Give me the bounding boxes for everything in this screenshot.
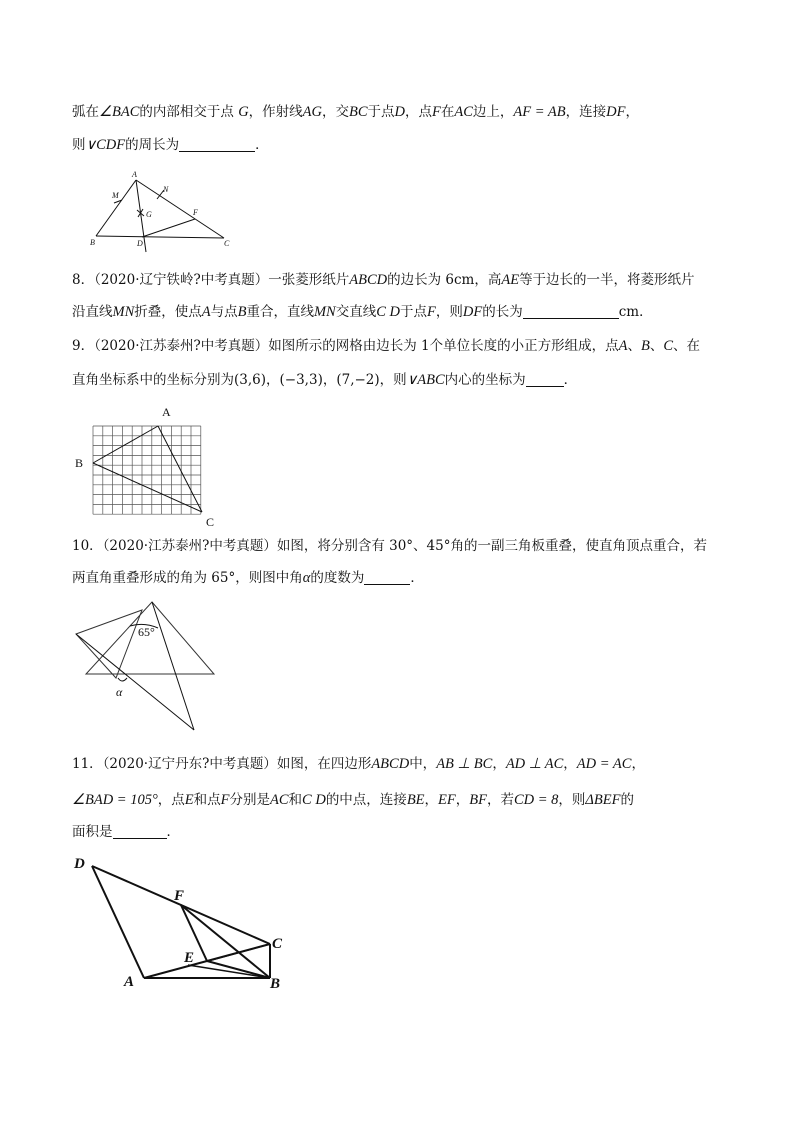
q11-line-2: ∠BAD = 105°，点E和点F分别是AC和C D的中点，连接BE，EF，BF，若CD = 8，则ΔBEF的 [72, 792, 634, 808]
question-number: 11． [72, 756, 103, 772]
segment-AC [136, 180, 224, 238]
q9-line-2: 直角坐标系中的坐标分别为(3,6)，(−3,3)，(7,−2)，则∨ABC内心的坐标为 ． [72, 372, 578, 388]
q11-figure [70, 848, 300, 993]
segment-CE [208, 944, 270, 961]
segment-BF [181, 905, 270, 978]
label-C: C [206, 515, 215, 529]
label-C: C [224, 239, 230, 248]
answer-blank [179, 137, 255, 152]
answer-blank [364, 570, 410, 585]
label-C: C [272, 936, 283, 952]
label-65: 65° [138, 625, 155, 639]
q10-line-2: 两直角重叠形成的角为 65°，则图中角α的度数为 ． [72, 570, 424, 586]
label-D: D [74, 856, 85, 872]
q11-line-1: 11．（2020·辽宁丹东?中考真题）如图，在四边形ABCD中，AB ⊥ BC，AD ⊥ AC，AD = AC， [72, 756, 645, 772]
question-source: （2020·辽宁铁岭?中考真题） [94, 272, 269, 288]
q7-line-2: 则∨CDF的周长为 ． [72, 137, 269, 153]
q8-line-2: 沿直线MN折叠，使点A与点B重合，直线MN交直线C D于点F，则DF的长为 cm． [72, 304, 653, 320]
triangle-30 [76, 610, 142, 678]
angle-arc-alpha [118, 678, 127, 681]
q10-line-1: 10．（2020·江苏泰州?中考真题）如图，将分别含有 30°、45°角的一副三角板重叠，使直角顶点重合，若 [72, 538, 707, 554]
q8-line-1: 8．（2020·辽宁铁岭?中考真题）一张菱形纸片ABCD的边长为 6cm，高AE等于边长的一半，将菱形纸片 [72, 272, 695, 288]
question-source: （2020·江苏泰州?中考真题） [102, 538, 277, 554]
label-D: D [137, 239, 143, 248]
label-B: B [75, 456, 84, 470]
question-source: （2020·辽宁丹东?中考真题） [102, 756, 277, 772]
segment-BC [96, 236, 224, 238]
label-B: B [270, 976, 281, 992]
answer-blank [113, 824, 167, 839]
label-E: E [184, 950, 195, 966]
label-alpha: α [116, 685, 123, 699]
hypotenuse [76, 634, 194, 730]
label-G: G [146, 210, 152, 219]
question-number: 10． [72, 538, 103, 554]
q9-grid-figure [70, 402, 230, 532]
q10-figure [72, 598, 222, 738]
label-A: A [124, 974, 135, 990]
label-M: M [112, 191, 119, 200]
q7-line-1: 弧在∠BAC的内部相交于点 G，作射线AG，交BC于点D，点F在AC边上，AF = AB，连接DF， [72, 104, 639, 120]
question-source: （2020·江苏泰州?中考真题） [94, 338, 269, 354]
long-side [152, 602, 194, 730]
segment-DA [92, 866, 144, 978]
label-A: A [132, 170, 137, 179]
label-N: N [163, 185, 169, 194]
answer-blank [526, 372, 564, 387]
label-F: F [193, 208, 198, 217]
segment-AC [158, 426, 202, 512]
label-B: B [90, 238, 95, 247]
label-F: F [174, 888, 185, 904]
question-number: 9． [72, 338, 95, 354]
segment-AB [96, 180, 136, 236]
q7-figure [84, 168, 244, 256]
question-number: 8． [72, 272, 95, 288]
q11-line-3: 面积是 ． [72, 824, 180, 840]
label-A: A [162, 405, 171, 419]
answer-blank [523, 304, 619, 319]
segment-DF [142, 219, 195, 237]
q9-line-1: 9．（2020·江苏泰州?中考真题）如图所示的网格由边长为 1个单位长度的小正方形组成，点A、B、C、在 [72, 338, 701, 354]
